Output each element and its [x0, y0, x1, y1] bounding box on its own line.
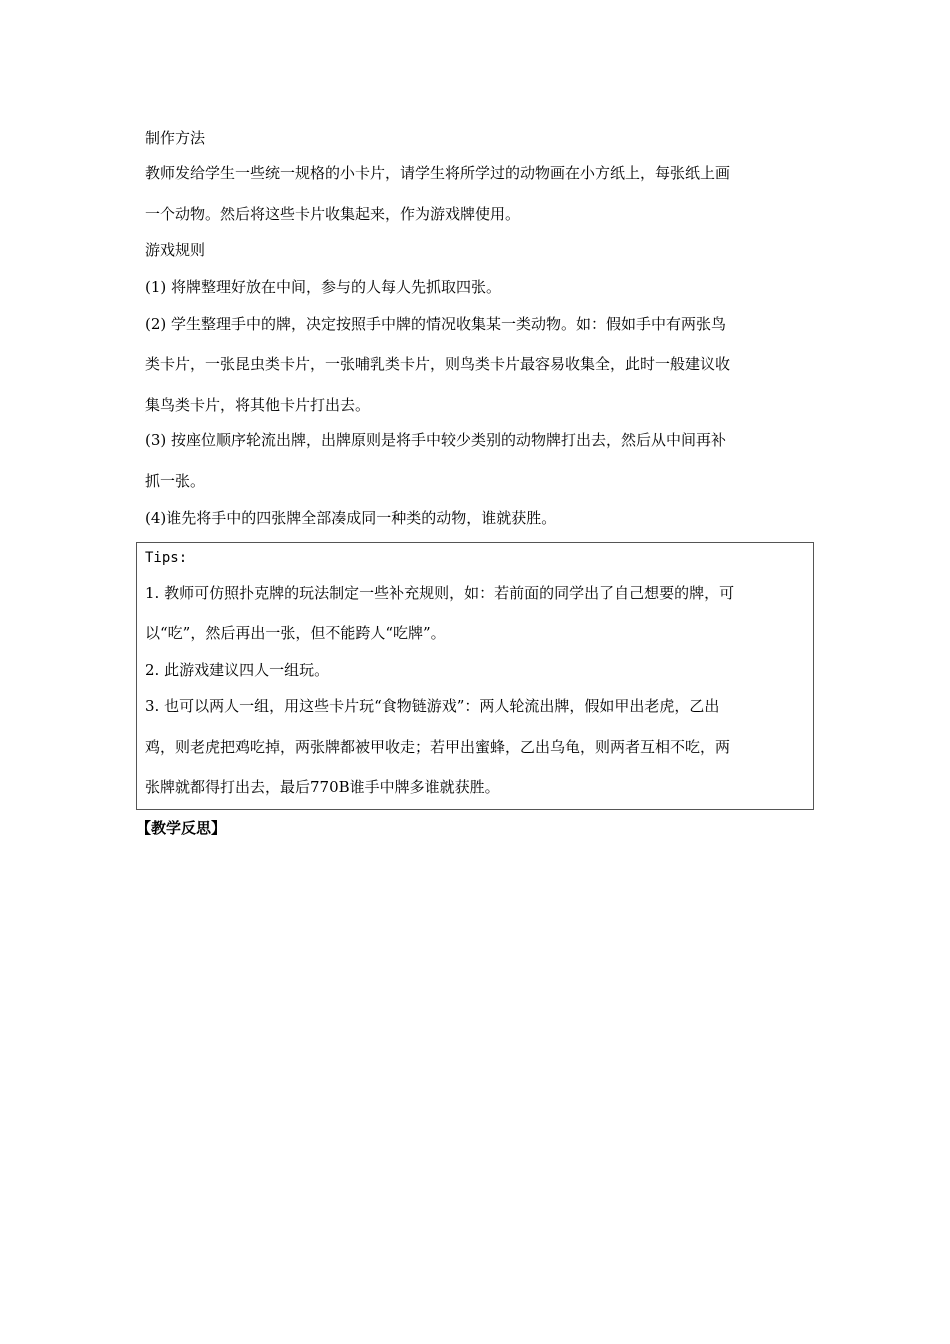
- tip-1-line-2: 以“吃”，然后再出一张，但不能跨人“吃牌”。: [145, 624, 446, 642]
- rules-heading: 游戏规则: [145, 241, 206, 259]
- rule-1: (1) 将牌整理好放在中间，参与的人每人先抓取四张。: [145, 278, 502, 296]
- tip-3-line-2: 鸡，则老虎把鸡吃掉，两张牌都被甲收走；若甲出蜜蜂，乙出乌龟，则两者互相不吃，两: [145, 738, 731, 756]
- tip-3-line-1: 3. 也可以两人一组，用这些卡片玩“食物链游戏”：两人轮流出牌，假如甲出老虎，乙出: [145, 697, 720, 715]
- rule-2-line-2: 类卡片，一张昆虫类卡片，一张哺乳类卡片，则鸟类卡片最容易收集全，此时一般建议收: [145, 355, 731, 373]
- tip-3-line-3: 张牌就都得打出去，最后770B谁手中牌多谁就获胜。: [145, 778, 500, 796]
- rule-2-line-1: (2) 学生整理手中的牌，决定按照手中牌的情况收集某一类动物。如：假如手中有两张鸟: [145, 315, 727, 333]
- making-line-1: 教师发给学生一些统一规格的小卡片，请学生将所学过的动物画在小方纸上，每张纸上画: [145, 164, 731, 182]
- rule-3-line-1: (3) 按座位顺序轮流出牌，出牌原则是将手中较少类别的动物牌打出去，然后从中间再补: [145, 431, 727, 449]
- tip-1-line-1: 1. 教师可仿照扑克牌的玩法制定一些补充规则，如：若前面的同学出了自己想要的牌，可: [145, 584, 735, 602]
- tip-2: 2. 此游戏建议四人一组玩。: [145, 661, 330, 679]
- rule-4: (4)谁先将手中的四张牌全部凑成同一种类的动物，谁就获胜。: [145, 509, 557, 527]
- rule-3-line-2: 抓一张。: [145, 472, 206, 490]
- making-heading: 制作方法: [145, 129, 206, 147]
- tips-title: Tips:: [145, 550, 188, 566]
- reflection-heading: 【教学反思】: [136, 819, 227, 837]
- tips-box: [136, 542, 814, 810]
- making-line-2: 一个动物。然后将这些卡片收集起来，作为游戏牌使用。: [145, 205, 521, 223]
- rule-2-line-3: 集鸟类卡片，将其他卡片打出去。: [145, 396, 371, 414]
